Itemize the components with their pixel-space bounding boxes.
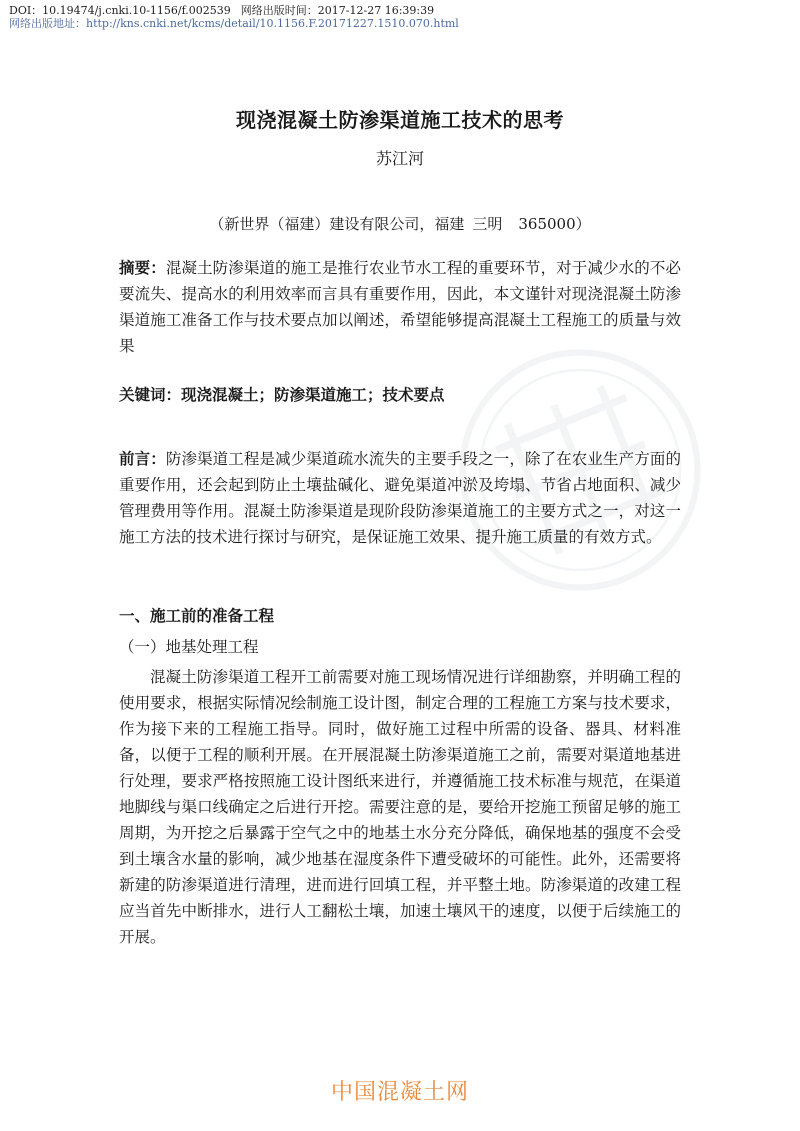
paper-affiliation <box>0 213 800 234</box>
preface-text: 防渗渠道工程是减少渠道疏水流失的主要手段之一，除了在农业生产方面的重要作用，还会起到防止土壤盐碱化、避免渠道冲淤及垮塌、节省占地面积、减少管理费用等作用。混凝土防渗渠道是现阶段防渗渠道施工的主要方式之一，对这一施工方法的技术进行探讨与研究，是保证施工效果、提升施工质量的有效方式。 <box>119 450 681 546</box>
online-publish-url[interactable]: 网络出版地址：http://kns.cnki.net/kcms/detail/10.1156.F.20171227.1510.070.html <box>9 17 459 30</box>
header-doi-line <box>9 4 434 17</box>
abstract-text: 混凝土防渗渠道的施工是推行农业节水工程的重要环节，对于减少水的不必要流失、提高水的利用效率而言具有重要作用，因此，本文谨针对现浇混凝土防渗渠道施工准备工作与技术要点加以阐述，希望能够提高混凝土工程施工的质量与效果 <box>119 259 681 355</box>
section-1-body: 混凝土防渗渠道工程开工前需要对施工现场情况进行详细勘察，并明确工程的使用要求，根据实际情况绘制施工设计图，制定合理的工程施工方案与技术要求，作为接下来的工程施工指导。同时，做好施工过程中所需的设备、器具、材料准备，以便于工程的顺利开展。在开展混凝土防渗渠道施工之前，需要对渠道地基进行处理，要求严格按照施工设计图纸来进行，并遵循施工技术标准与规范，在渠道地脚线与渠口线确定之后进行开挖。需要注意的是，要给开挖施工预留足够的施工周期，为开挖之后暴露于空气之中的地基土水分充分降低，确保地基的强度不会受到土壤含水量的影响，减少地基在湿度条件下遭受破坏的可能性。此外，还需要将新建的防渗渠道进行清理，进而进行回填工程，并平整土地。防渗渠道的改建工程应当首先中断排水，进行人工翻松土壤，加速土壤风干的速度，以便于后续施工的开展。 <box>119 668 681 946</box>
keywords-line: 关键词：现浇混凝土；防渗渠道施工；技术要点 <box>119 385 445 404</box>
abstract-label: 摘要： <box>119 258 166 277</box>
section-1-heading: 一、施工前的准备工程 <box>119 606 275 625</box>
affiliation-zip: 365000） <box>518 215 591 233</box>
footer-brand: 中国混凝土网 <box>330 1080 469 1105</box>
section-1-subheading: （一）地基处理工程 <box>119 638 259 656</box>
paper-title: 现浇混凝土防渗渠道施工技术的思考 <box>236 108 564 132</box>
preface-label: 前言： <box>119 449 166 468</box>
paper-author: 苏江河 <box>375 149 424 168</box>
affiliation-city: 三明 <box>472 215 503 233</box>
online-publish-time: 网络出版时间：2017-12-27 16:39:39 <box>240 4 435 17</box>
preface-paragraph <box>119 446 681 550</box>
affiliation-org: （新世界（福建）建设有限公司，福建 <box>209 215 465 233</box>
abstract-paragraph <box>119 255 681 359</box>
doi-text: DOI：10.19474/j.cnki.10-1156/f.002539 <box>9 4 231 17</box>
